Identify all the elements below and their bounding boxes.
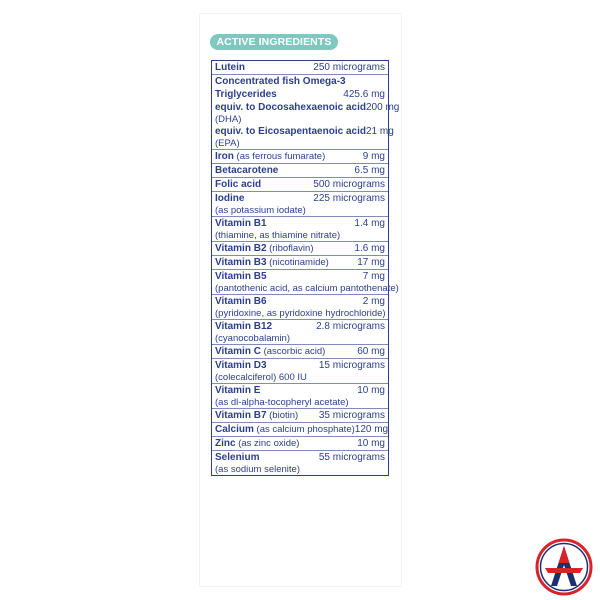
- ingredient-amount: 425.6 mg: [343, 89, 385, 100]
- ingredients-table: [211, 60, 400, 476]
- ingredient-amount: 200 mg: [365, 102, 400, 113]
- ingredient-row: [212, 295, 388, 320]
- ingredient-row: [212, 345, 388, 359]
- ingredient-row: [212, 451, 388, 475]
- ingredient-note: (as potassium iodate): [215, 205, 306, 216]
- ingredient-amount: 2.8 micrograms: [316, 321, 385, 332]
- ingredient-line: [212, 150, 388, 163]
- ingredient-label: [215, 150, 325, 163]
- ingredient-amount: 250 micrograms: [313, 62, 385, 73]
- ingredient-row: [212, 125, 394, 150]
- ingredient-name: Iron: [215, 151, 234, 162]
- ingredient-row: [212, 437, 388, 451]
- ingredient-label: [215, 345, 325, 358]
- ingredient-line: [212, 101, 400, 114]
- ingredient-note: (pyridoxine, as pyridoxine hydrochloride): [215, 308, 386, 319]
- ingredient-line: [212, 125, 394, 138]
- ingredient-name: Vitamin C: [215, 346, 261, 357]
- ingredient-note: (colecalciferol) 600 IU: [215, 372, 307, 383]
- ingredient-line: [212, 409, 388, 422]
- ingredient-amount: 1.4 mg: [354, 218, 385, 229]
- ingredient-line: [212, 437, 388, 450]
- ingredient-desc: (nicotinamide): [266, 257, 329, 268]
- ingredient-amount: 10 mg: [357, 438, 385, 449]
- ingredient-desc: (as zinc oxide): [235, 438, 300, 449]
- ingredient-name: Vitamin B12: [215, 321, 273, 332]
- ingredient-row: [212, 101, 400, 125]
- ingredient-note: (as dl-alpha-tocopheryl acetate): [215, 397, 349, 408]
- ingredient-line: [212, 178, 388, 191]
- ingredient-amount: 225 micrograms: [313, 193, 385, 204]
- ingredient-name: Vitamin B3: [215, 257, 267, 268]
- ingredient-name: Vitamin B2: [215, 243, 267, 254]
- ingredient-line: [212, 242, 388, 255]
- ingredient-name: Vitamin D3: [215, 360, 267, 371]
- ingredient-amount: 21 mg: [365, 126, 394, 137]
- ingredient-line: [212, 423, 388, 436]
- ingredient-desc: (riboflavin): [266, 243, 314, 254]
- ingredient-name: Folic acid: [215, 179, 262, 190]
- ingredient-line: [212, 270, 388, 283]
- ingredient-desc: (ascorbic acid): [260, 346, 326, 357]
- ingredient-amount: 10 mg: [357, 385, 385, 396]
- ingredient-row: [212, 150, 388, 164]
- ingredient-amount: 55 micrograms: [318, 452, 385, 463]
- ingredient-amount: 15 micrograms: [318, 360, 385, 371]
- ingredient-label: [215, 61, 245, 74]
- ingredient-row: [212, 75, 388, 88]
- ingredient-row: [212, 359, 388, 384]
- ingredient-line: [212, 88, 388, 101]
- ingredient-amount: 7 mg: [362, 271, 385, 282]
- ingredient-row: [212, 192, 388, 217]
- ingredient-name: Lutein: [215, 62, 245, 73]
- ingredient-label: [215, 192, 244, 205]
- ingredient-label: [215, 88, 277, 101]
- ingredient-row: [212, 423, 388, 437]
- ingredient-name: Vitamin B1: [215, 218, 267, 229]
- ingredient-label: [215, 270, 267, 283]
- ingredient-name: Concentrated fish Omega-3: [215, 76, 346, 87]
- ingredient-label: [215, 164, 278, 177]
- ingredient-row: [212, 409, 388, 423]
- ingredient-label: [215, 256, 329, 269]
- ingredient-amount: 6.5 mg: [354, 165, 385, 176]
- ingredient-row: [212, 61, 388, 75]
- ingredient-line: [212, 384, 388, 397]
- ingredient-row: [212, 88, 388, 101]
- ingredient-row: [212, 320, 388, 345]
- ingredient-amount: 2 mg: [362, 296, 385, 307]
- ingredient-note: (pantothenic acid, as calcium pantothenate): [215, 283, 399, 294]
- ingredient-name: Vitamin B5: [215, 271, 267, 282]
- ingredient-amount: 1.6 mg: [354, 243, 385, 254]
- ingredient-amount: 9 mg: [362, 151, 385, 162]
- ingredient-amount: 500 micrograms: [313, 179, 385, 190]
- ingredient-line: [212, 451, 388, 464]
- ingredient-line: [212, 192, 388, 205]
- section-title-badge: ACTIVE INGREDIENTS: [210, 34, 338, 50]
- ingredient-line: [212, 359, 388, 372]
- ingredient-line: [212, 217, 388, 230]
- ingredient-line: [212, 75, 388, 88]
- ingredient-label: [215, 423, 355, 436]
- ingredient-label: [215, 217, 267, 230]
- ingredient-name: equiv. to Eicosapentaenoic acid: [215, 126, 366, 137]
- ingredient-row: [212, 384, 388, 409]
- ingredient-label: [215, 178, 261, 191]
- ingredient-label: [215, 125, 366, 138]
- ingredient-line: [212, 61, 388, 74]
- ingredient-line: [212, 320, 388, 333]
- ingredient-amount: 35 micrograms: [318, 410, 385, 421]
- ingredient-row: [212, 178, 388, 192]
- ingredient-label: [215, 359, 267, 372]
- ingredient-label: [215, 320, 272, 333]
- ingredient-label: [215, 384, 260, 397]
- ingredient-label: [215, 295, 267, 308]
- ingredient-amount: 17 mg: [357, 257, 385, 268]
- ingredient-label: [215, 409, 298, 422]
- ingredient-desc: (as ferrous fumarate): [233, 151, 326, 162]
- ingredient-name: equiv. to Docosahexaenoic acid: [215, 102, 366, 113]
- ingredient-desc: (biotin): [266, 410, 299, 421]
- ingredient-label: [215, 242, 314, 255]
- ingredient-label: [215, 451, 259, 464]
- ingredient-label: [215, 75, 346, 88]
- ingredient-amount: 60 mg: [357, 346, 385, 357]
- ingredient-row: [212, 164, 388, 178]
- ingredient-row: [212, 256, 388, 270]
- ingredient-line: [212, 164, 388, 177]
- ingredient-name: Selenium: [215, 452, 260, 463]
- ingredient-name: Vitamin B7: [215, 410, 267, 421]
- ingredient-name: Calcium: [215, 424, 254, 435]
- ingredient-amount: 120 mg: [354, 424, 389, 435]
- ingredient-row: [212, 242, 388, 256]
- ingredient-desc: (as calcium phosphate): [253, 424, 355, 435]
- ingredient-line: [212, 256, 388, 269]
- ingredient-name: Betacarotene: [215, 165, 279, 176]
- ingredient-name: Triglycerides: [215, 89, 277, 100]
- ingredient-row: [212, 217, 388, 242]
- ingredient-row: [212, 270, 399, 295]
- ingredient-note: (DHA): [215, 114, 242, 125]
- ingredient-label: [215, 101, 366, 114]
- ingredient-name: Iodine: [215, 193, 245, 204]
- ingredient-note: (cyanocobalamin): [215, 333, 290, 344]
- ingredient-line: [212, 345, 388, 358]
- ingredient-name: Vitamin E: [215, 385, 261, 396]
- star-a-logo-icon: [535, 538, 593, 596]
- ingredient-note: (as sodium selenite): [215, 464, 301, 475]
- ingredient-name: Zinc: [215, 438, 236, 449]
- ingredient-label: [215, 437, 299, 450]
- ingredient-line: [212, 295, 388, 308]
- ingredient-note: (thiamine, as thiamine nitrate): [215, 230, 341, 241]
- ingredient-name: Vitamin B6: [215, 296, 267, 307]
- ingredient-note: (EPA): [215, 138, 240, 149]
